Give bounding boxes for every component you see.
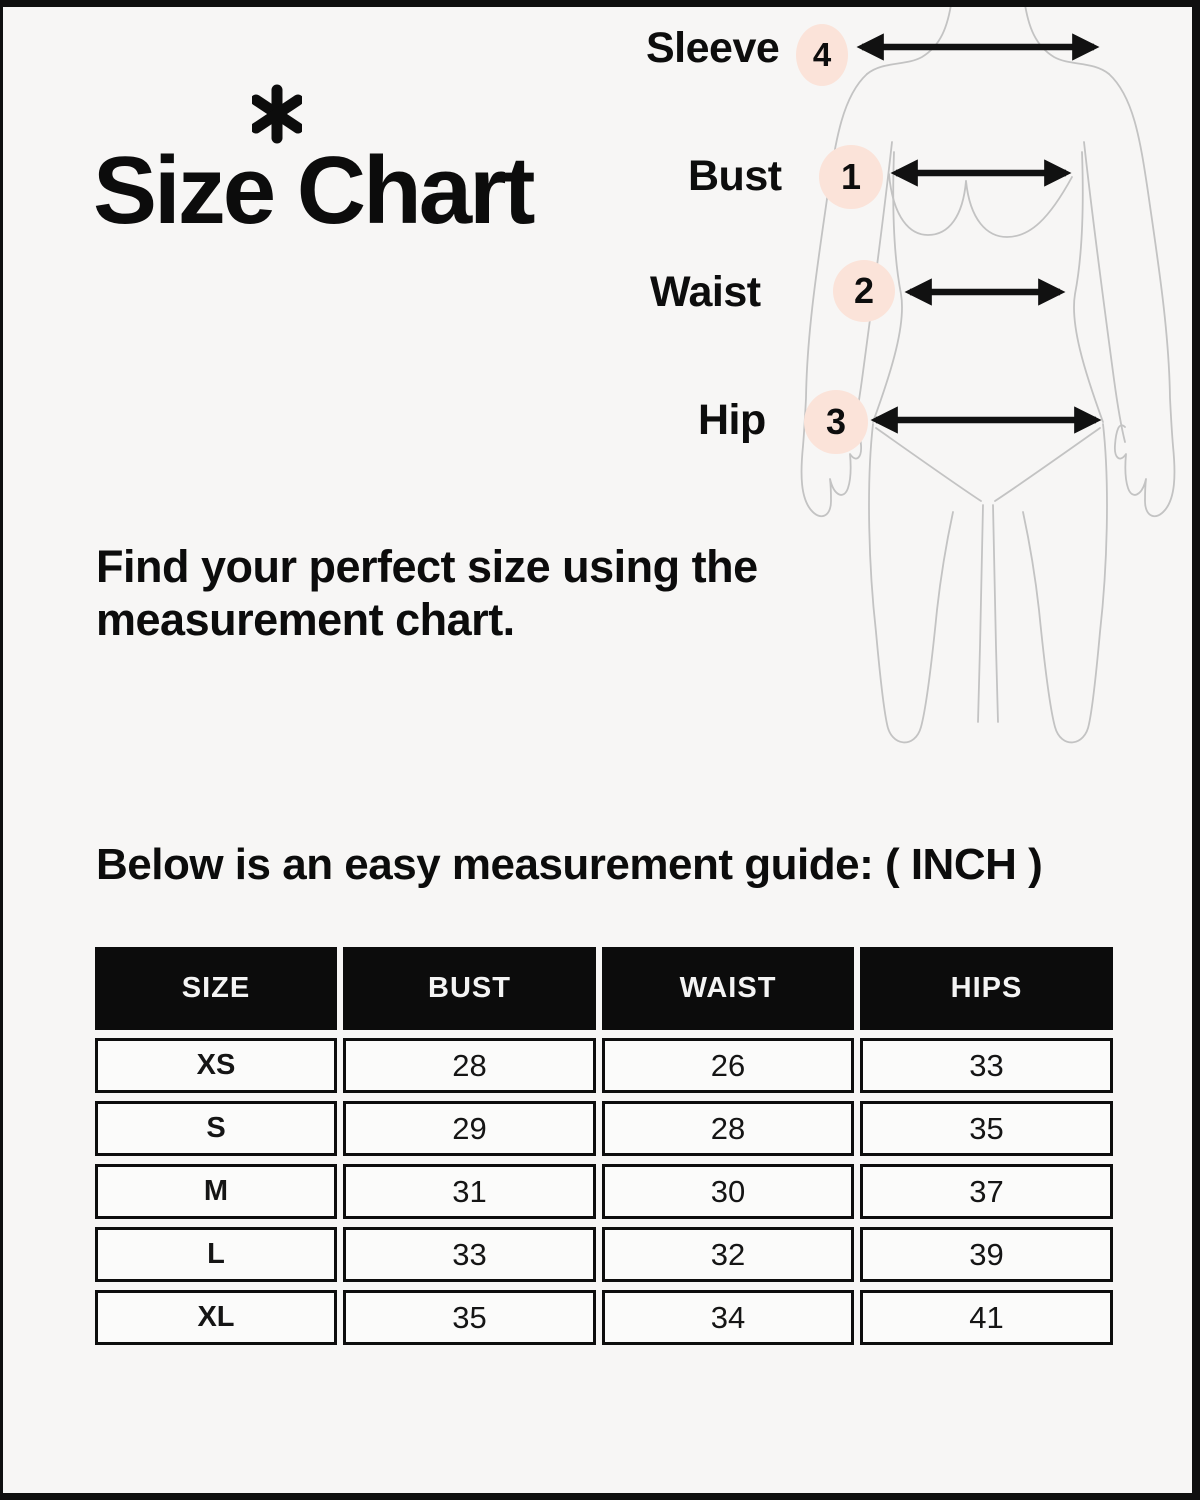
size-table-cell-xl-size: XL (95, 1290, 337, 1345)
size-table-cell-xl-hips: 41 (860, 1290, 1113, 1345)
size-table-cell-xs-bust: 28 (343, 1038, 596, 1093)
measure-badge-waist: 2 (833, 260, 895, 322)
page-title: Size Chart (93, 137, 533, 244)
body-outline (802, 0, 1175, 742)
size-table-cell-s-waist: 28 (602, 1101, 854, 1156)
size-table-header-size: SIZE (95, 947, 337, 1030)
size-table-header-waist: WAIST (602, 947, 854, 1030)
size-table-cell-xl-bust: 35 (343, 1290, 596, 1345)
intro-text (96, 540, 758, 646)
size-table-cell-l-size: L (95, 1227, 337, 1282)
intro-line-1: Find your perfect size using the (96, 541, 758, 592)
asterisk-strokes (256, 90, 298, 138)
size-table-cell-m-bust: 31 (343, 1164, 596, 1219)
size-table-cell-xl-waist: 34 (602, 1290, 854, 1345)
measure-label-bust: Bust (688, 152, 782, 200)
measure-badge-hip: 3 (804, 390, 868, 454)
size-table-cell-xs-waist: 26 (602, 1038, 854, 1093)
size-table-cell-m-hips: 37 (860, 1164, 1113, 1219)
size-table-cell-m-size: M (95, 1164, 337, 1219)
size-table-header-hips: HIPS (860, 947, 1113, 1030)
measure-label-waist: Waist (650, 268, 761, 316)
measure-label-hip: Hip (698, 396, 766, 444)
measure-badge-sleeve: 4 (796, 24, 848, 86)
guide-heading: Below is an easy measurement guide: ( INCH ) (96, 840, 1043, 889)
size-table-cell-l-bust: 33 (343, 1227, 596, 1282)
intro-line-2: measurement chart. (96, 594, 515, 645)
size-table-cell-xs-hips: 33 (860, 1038, 1113, 1093)
size-table-header-bust: BUST (343, 947, 596, 1030)
size-table (95, 947, 1113, 1345)
asterisk-icon (252, 84, 302, 144)
size-table-cell-l-hips: 39 (860, 1227, 1113, 1282)
size-table-cell-m-waist: 30 (602, 1164, 854, 1219)
measure-label-sleeve: Sleeve (646, 24, 780, 72)
size-table-cell-l-waist: 32 (602, 1227, 854, 1282)
size-table-cell-s-hips: 35 (860, 1101, 1113, 1156)
measure-badge-bust: 1 (819, 145, 883, 209)
size-table-cell-xs-size: XS (95, 1038, 337, 1093)
size-table-cell-s-bust: 29 (343, 1101, 596, 1156)
size-table-cell-s-size: S (95, 1101, 337, 1156)
